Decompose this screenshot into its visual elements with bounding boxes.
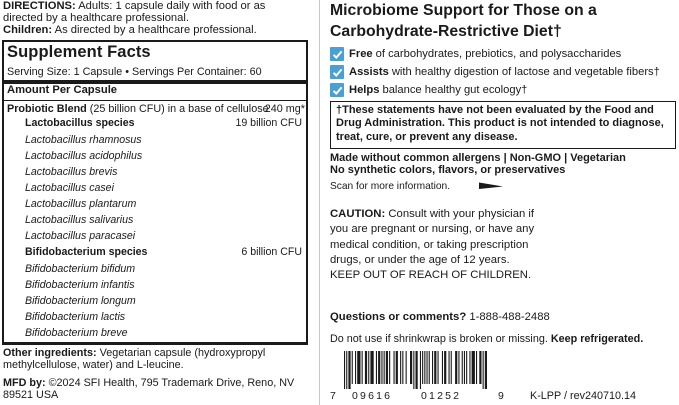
directions-text: Adults: 1 capsule daily with food or as directed by a healthcare professional. xyxy=(3,0,266,25)
supplement-facts-title: Supplement Facts xyxy=(7,43,151,61)
strain: Lactobacillus salivarius xyxy=(25,214,134,226)
barcode-bar xyxy=(442,351,443,384)
barcode-bar xyxy=(434,351,436,384)
barcode-bar xyxy=(386,351,388,384)
questions-label: Questions or comments? xyxy=(330,311,467,323)
barcode-bar xyxy=(348,351,350,389)
species-group-name: Bifidobacterium species xyxy=(25,246,148,258)
directions xyxy=(3,0,308,37)
strain: Lactobacillus brevis xyxy=(25,166,118,178)
other-ingredients xyxy=(3,347,308,371)
benefit-bold: Assists xyxy=(349,66,389,78)
barcode-bar xyxy=(429,351,430,384)
benefit-text: balance healthy gut ecology† xyxy=(382,84,528,96)
manufacturer xyxy=(3,377,308,401)
thin-rule xyxy=(4,100,306,101)
shrinkwrap-text: Do not use if shrinkwrap is broken or missing. xyxy=(330,333,548,345)
checkmark-icon xyxy=(330,83,344,97)
barcode-bar xyxy=(357,351,360,384)
arrow-right-icon xyxy=(479,181,503,190)
benefit-item xyxy=(330,47,621,61)
scan-text: Scan for more information. xyxy=(330,181,451,192)
barcode-bar xyxy=(381,351,382,384)
barcode-bar xyxy=(389,351,390,384)
barcode-bar xyxy=(362,351,363,384)
caution-block xyxy=(330,207,550,283)
barcode-bar xyxy=(485,351,487,389)
other-ingredients-label: Other ingredients: xyxy=(3,347,97,359)
barcode-bar xyxy=(422,351,423,384)
barcode-bar xyxy=(451,351,452,384)
species-group-name: Lactobacillus species xyxy=(25,117,135,129)
barcode-bar xyxy=(416,351,418,389)
strain: Lactobacillus plantarum xyxy=(25,198,137,210)
barcode-bar xyxy=(458,351,459,384)
barcode-bar xyxy=(472,351,475,384)
barcode-bar xyxy=(469,351,470,384)
shrinkwrap-notice xyxy=(330,333,643,345)
barcode-bar xyxy=(410,351,412,384)
barcode-bar xyxy=(476,351,477,384)
mfd-text: ©2024 SFI Health, 795 Trademark Drive, Reno, NV 89521 USA xyxy=(3,377,295,401)
amount-header: Amount Per Capsule xyxy=(7,84,118,96)
barcode-bar xyxy=(464,351,465,384)
barcode-bar xyxy=(368,351,369,384)
barcode-left-digits: 09616 xyxy=(352,390,393,402)
barcode-bar xyxy=(376,351,377,384)
barcode-bar xyxy=(346,351,347,389)
barcode-bar xyxy=(427,351,428,384)
column-divider xyxy=(319,0,320,405)
barcode-bar xyxy=(406,351,407,384)
barcode-bar xyxy=(438,351,439,384)
barcode-bar xyxy=(466,351,467,384)
species-group-cfu: 19 billion CFU xyxy=(235,117,302,129)
barcode-right-digits: 01252 xyxy=(421,390,462,402)
barcode-bar xyxy=(400,351,401,384)
mfd-label: MFD by: xyxy=(3,377,46,389)
strain: Lactobacillus rhamnosus xyxy=(25,134,142,146)
barcode-bar xyxy=(432,351,433,384)
questions-line xyxy=(330,311,550,323)
blend-desc: (25 billion CFU) in a base of cellulose xyxy=(86,103,269,115)
barcode-bar xyxy=(344,351,345,389)
product-claims xyxy=(330,152,675,177)
strain: Lactobacillus acidophilus xyxy=(25,150,143,162)
barcode-bar xyxy=(402,351,403,384)
barcode-bar xyxy=(424,351,425,384)
left-column xyxy=(0,0,312,405)
barcode-bar xyxy=(462,351,463,384)
probiotic-blend-row xyxy=(7,103,305,115)
children-text: As directed by a healthcare professional. xyxy=(54,24,257,37)
benefit-text: of carbohydrates, prebiotics, and polysaccharides xyxy=(375,48,622,60)
barcode-bar xyxy=(396,351,398,384)
benefit-bold: Helps xyxy=(349,84,380,96)
caution-text: Consult with your physician if you are pregnant or nursing, or have any medical condition, or taking prescription drugs, or under the age of 12 years. xyxy=(330,208,535,266)
strain: Lactobacillus paracasei xyxy=(25,230,136,242)
barcode-lead-digit: 7 xyxy=(330,390,336,402)
fda-disclaimer: †These statements have not been evaluated by the Food and Drug Administration. This product is not intended to diagnose, treat, cure, or prevent any disease. xyxy=(330,101,676,149)
blend-name: Probiotic Blend xyxy=(7,103,87,115)
strain: Bifidobacterium bifidum xyxy=(25,263,136,275)
barcode-trail-digit: 9 xyxy=(498,390,504,402)
barcode-bar xyxy=(449,351,450,384)
blend-amount: 240 mg* xyxy=(264,103,305,115)
barcode-bar xyxy=(455,351,457,384)
barcode-bar xyxy=(479,351,481,384)
product-title: Microbiome Support for Those on a Carbohydrate-Restrictive Diet† xyxy=(330,2,597,40)
barcode-bar xyxy=(444,351,446,384)
serving-size: Serving Size: 1 Capsule • Servings Per Container: 60 xyxy=(7,66,262,78)
barcode-bar xyxy=(413,351,414,389)
refrigerate-text: Keep refrigerated. xyxy=(550,333,644,345)
caution-label: CAUTION: xyxy=(330,208,386,220)
bottom-rule xyxy=(4,342,306,345)
barcode-bar xyxy=(483,351,484,389)
barcode-bar xyxy=(355,351,356,384)
other-ingredients-text: Vegetarian capsule (hydroxypropyl methylcellulose, water) and L-leucine. xyxy=(3,347,266,371)
benefit-bold: Free xyxy=(349,48,373,60)
claims-line: Made without common allergens | Non-GMO | Vegetarian xyxy=(330,152,626,164)
supplement-facts-panel xyxy=(2,40,308,345)
strain: Bifidobacterium lactis xyxy=(25,311,126,323)
strain: Lactobacillus casei xyxy=(25,182,114,194)
barcode-bar xyxy=(378,351,380,384)
strain: Bifidobacterium longum xyxy=(25,295,136,307)
barcode-bar xyxy=(384,351,385,384)
barcode-bar xyxy=(370,351,373,384)
directions-label: DIRECTIONS: xyxy=(3,0,76,12)
checkmark-icon xyxy=(330,65,344,79)
checkmark-icon xyxy=(330,47,344,61)
barcode-bar xyxy=(352,351,353,384)
barcode xyxy=(342,351,492,389)
barcode-bar xyxy=(394,351,395,384)
keep-out-text: KEEP OUT OF REACH OF CHILDREN. xyxy=(330,269,532,282)
children-label: Children: xyxy=(3,24,53,37)
benefit-text: with healthy digestion of lactose and vegetable fibers† xyxy=(391,66,660,78)
strain: Bifidobacterium breve xyxy=(25,327,128,339)
claims-line: No synthetic colors, flavors, or preservatives xyxy=(330,164,566,177)
barcode-bar xyxy=(420,351,421,389)
phone-number: 1-888-488-2488 xyxy=(469,311,550,323)
barcode-bar xyxy=(365,351,367,384)
benefit-item xyxy=(330,83,527,97)
strain: Bifidobacterium infantis xyxy=(25,279,135,291)
species-group-cfu: 6 billion CFU xyxy=(241,246,302,258)
lot-number: K-LPP / rev240710.14 xyxy=(530,390,637,402)
benefit-item xyxy=(330,65,660,79)
